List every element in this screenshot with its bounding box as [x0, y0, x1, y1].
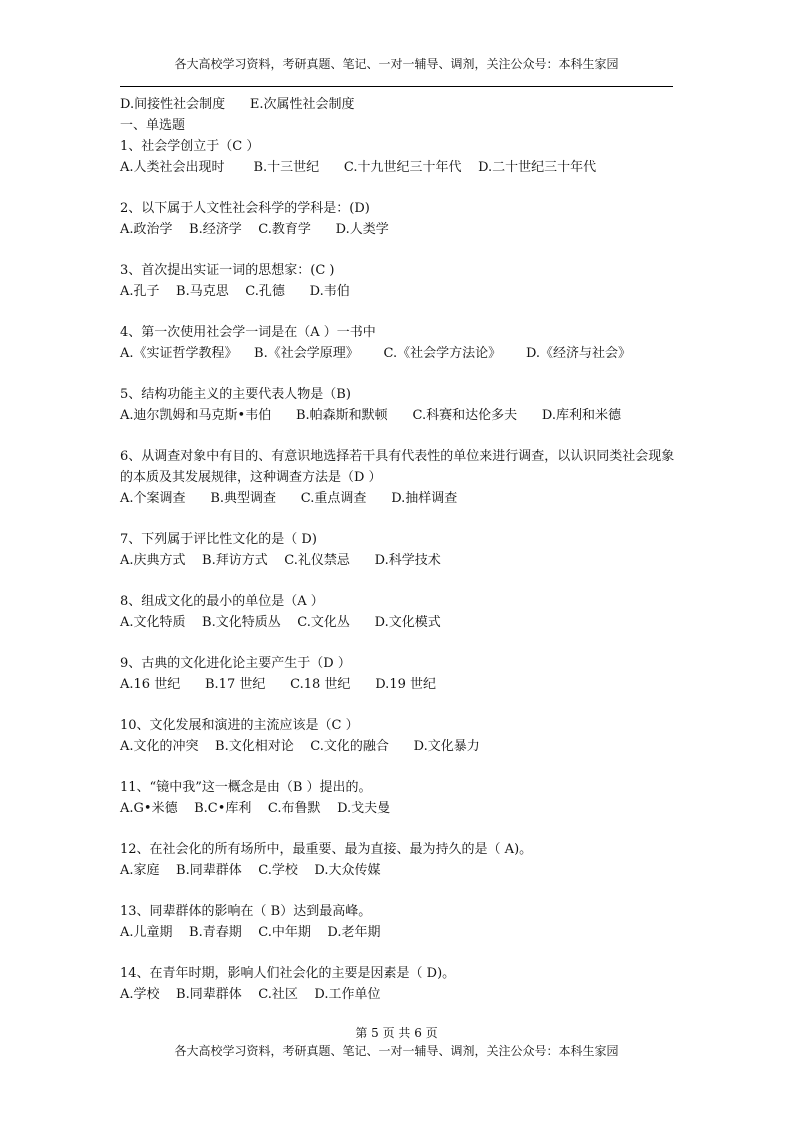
- header-divider: [120, 86, 673, 87]
- question-options: A.迪尔凯姆和马克斯•韦伯 B.帕森斯和默顿 C.科赛和达伦多夫 D.库利和米德: [120, 408, 621, 423]
- question-item: [120, 260, 680, 302]
- question-text: 4、第一次使用社会学一词是在（A ）一书中: [120, 325, 376, 340]
- question-item: [120, 198, 680, 240]
- question-list: [120, 136, 680, 1005]
- question-text: 2、以下属于人文性社会科学的学科是：(D): [120, 201, 370, 216]
- page-footer: [0, 1024, 793, 1060]
- question-text: 3、首次提出实证一词的思想家：(C ): [120, 263, 335, 278]
- question-item: [120, 901, 680, 943]
- question-item: [120, 591, 680, 633]
- question-options: A.人类社会出现时 B.十三世纪 C.十九世纪三十年代 D.二十世纪三十年代: [120, 160, 597, 175]
- question-item: [120, 777, 680, 819]
- question-text: 11、“镜中我”这一概念是由（B ）提出的。: [120, 780, 372, 795]
- question-text: 5、结构功能主义的主要代表人物是（B): [120, 387, 351, 402]
- question-item: [120, 653, 680, 695]
- question-text: 6、从调查对象中有目的、有意识地选择若干具有代表性的单位来进行调查，以认识同类社会现象的本质及其发展规律，这种调查方法是（D ）: [120, 449, 675, 485]
- section-title: 一、单选题: [120, 118, 186, 133]
- question-text: 13、同辈群体的影响在（ B）达到最高峰。: [120, 904, 372, 919]
- carryover-options: D.间接性社会制度 E.次属性社会制度: [120, 97, 355, 112]
- question-item: [120, 715, 680, 757]
- question-options: A.家庭 B.同辈群体 C.学校 D.大众传媒: [120, 863, 381, 878]
- question-item: [120, 446, 680, 509]
- question-options: A.《实证哲学教程》 B.《社会学原理》 C.《社会学方法论》 D.《经济与社会》: [120, 346, 632, 361]
- question-options: A.16 世纪 B.17 世纪 C.18 世纪 D.19 世纪: [120, 677, 436, 692]
- footer-text: 各大高校学习资料，考研真题、笔记、一对一辅导、调剂，关注公众号：本科生家园: [174, 1044, 619, 1058]
- question-item: [120, 322, 680, 364]
- question-item: [120, 963, 680, 1005]
- header-text: 各大高校学习资料，考研真题、笔记、一对一辅导、调剂，关注公众号：本科生家园: [174, 57, 619, 71]
- question-text: 7、下列属于评比性文化的是（ D): [120, 532, 317, 547]
- question-options: A.G•米德 B.C•库利 C.布鲁默 D.戈夫曼: [120, 801, 391, 816]
- question-text: 8、组成文化的最小的单位是（A ）: [120, 594, 324, 609]
- question-text: 9、古典的文化进化论主要产生于（D ）: [120, 656, 351, 671]
- question-options: A.孔子 B.马克思 C.孔德 D.韦伯: [120, 284, 350, 299]
- question-options: A.文化特质 B.文化特质丛 C.文化丛 D.文化模式: [120, 615, 441, 630]
- question-item: [120, 839, 680, 881]
- page-header: [0, 56, 793, 72]
- question-item: [120, 136, 680, 178]
- page-number: 第 5 页 共 6 页: [355, 1026, 438, 1040]
- question-options: A.儿童期 B.青春期 C.中年期 D.老年期: [120, 925, 381, 940]
- question-item: [120, 384, 680, 426]
- document-body: [120, 94, 680, 1025]
- question-options: A.学校 B.同辈群体 C.社区 D.工作单位: [120, 987, 381, 1002]
- question-item: [120, 529, 680, 571]
- question-options: A.庆典方式 B.拜访方式 C.礼仪禁忌 D.科学技术: [120, 553, 441, 568]
- question-text: 1、社会学创立于（C ）: [120, 139, 260, 154]
- question-text: 12、在社会化的所有场所中，最重要、最为直接、最为持久的是（ A)。: [120, 842, 533, 857]
- question-options: A.政治学 B.经济学 C.教育学 D.人类学: [120, 222, 389, 237]
- question-text: 14、在青年时期，影响人们社会化的主要是因素是（ D)。: [120, 966, 456, 981]
- question-text: 10、文化发展和演进的主流应该是（C ）: [120, 718, 359, 733]
- question-options: A.个案调查 B.典型调查 C.重点调查 D.抽样调查: [120, 491, 458, 506]
- question-options: A.文化的冲突 B.文化相对论 C.文化的融合 D.文化暴力: [120, 739, 480, 754]
